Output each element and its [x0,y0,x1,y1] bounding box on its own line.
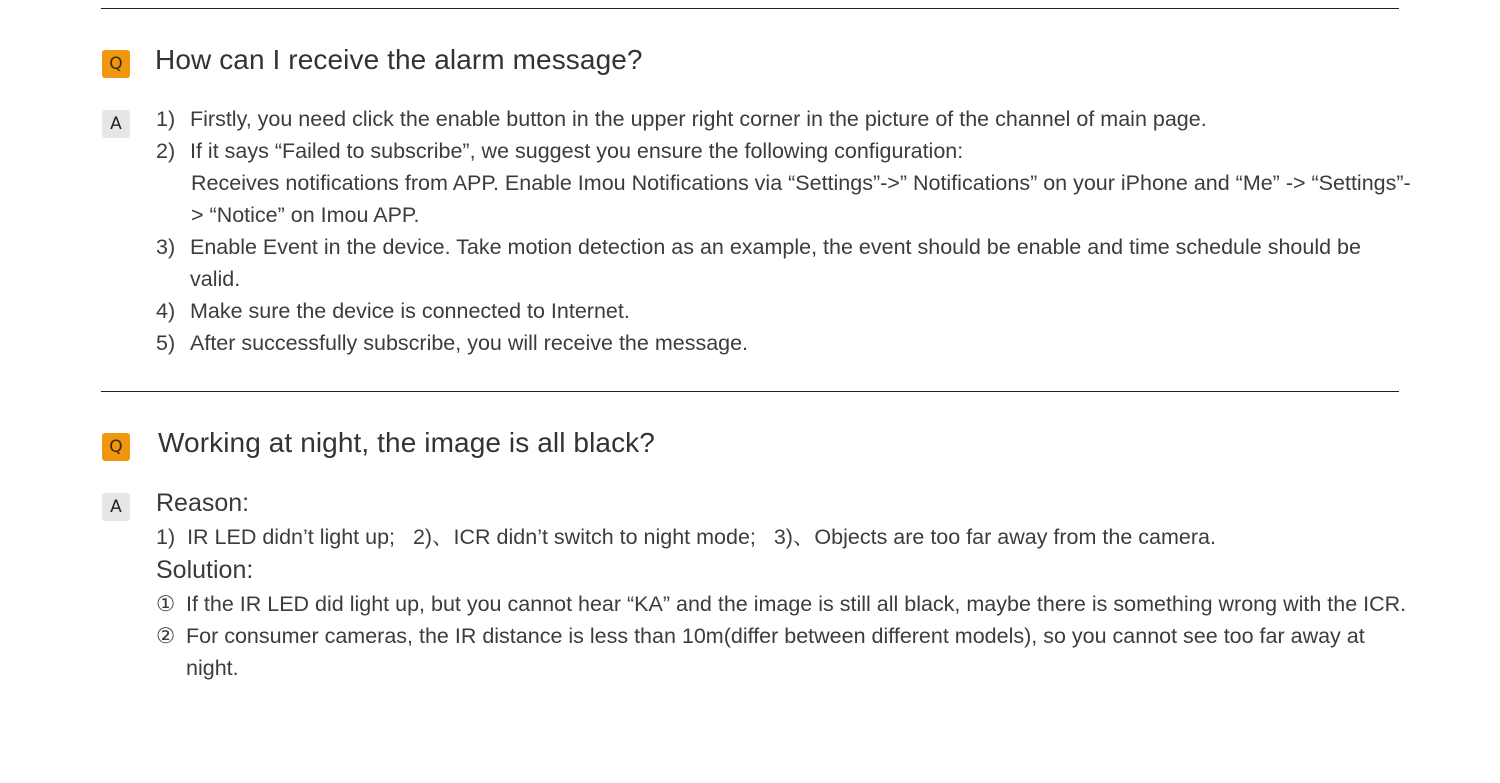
list-item [156,295,1416,327]
question-title: How can I receive the alarm message? [155,44,643,75]
list-item [156,103,1416,135]
item-number: ① [156,592,176,616]
item-text: After successfully subscribe, you will receive the message. [190,331,749,355]
question-badge: Q [102,433,130,461]
item-text: Firstly, you need click the enable button in the upper right corner in the picture of the channel of main page. [190,107,1207,131]
item-text: If the IR LED did light up, but you cannot hear “KA” and the image is still all black, maybe there is something wrong with the ICR. [186,592,1407,616]
solution-heading: Solution: [156,556,254,584]
answer-body [156,103,1416,359]
item-number: 4) [156,299,176,323]
answer-badge: A [102,493,130,521]
item-text: Make sure the device is connected to Internet. [190,299,630,323]
reason-list [156,521,1416,553]
list-item [156,135,1416,167]
item-number: 3) [156,235,176,259]
item-number: 5) [156,331,176,355]
answer-badge: A [102,110,130,138]
question-title: Working at night, the image is all black? [158,427,655,458]
question-badge: Q [102,50,130,78]
reason-item: 1) IR LED didn’t light up; [156,525,396,549]
top-divider [101,8,1399,9]
list-item [156,231,1416,295]
list-item [156,327,1416,359]
list-item [156,588,1416,620]
list-item [156,620,1416,684]
item-text: Enable Event in the device. Take motion detection as an example, the event should be enable and time schedule should be valid. [190,235,1361,291]
answer-body [156,486,1416,684]
reason-item: 3)、Objects are too far away from the camera. [773,525,1216,549]
list-item-continuation: Receives notifications from APP. Enable Imou Notifications via “Settings”->” Notifications” on your iPhone and “Me” -> “Settings”-> “Notice” on Imou APP. [191,171,1411,227]
reason-item: 2)、ICR didn’t switch to night mode; [412,525,756,549]
item-text: If it says “Failed to subscribe”, we suggest you ensure the following configuration: [190,139,964,163]
item-number: 2) [156,139,176,163]
item-number: ② [156,624,176,648]
section-divider [101,391,1399,392]
item-number: 1) [156,107,176,131]
item-text: For consumer cameras, the IR distance is less than 10m(differ between different models), so you cannot see too far away at night. [186,624,1365,680]
reason-heading: Reason: [156,489,250,517]
